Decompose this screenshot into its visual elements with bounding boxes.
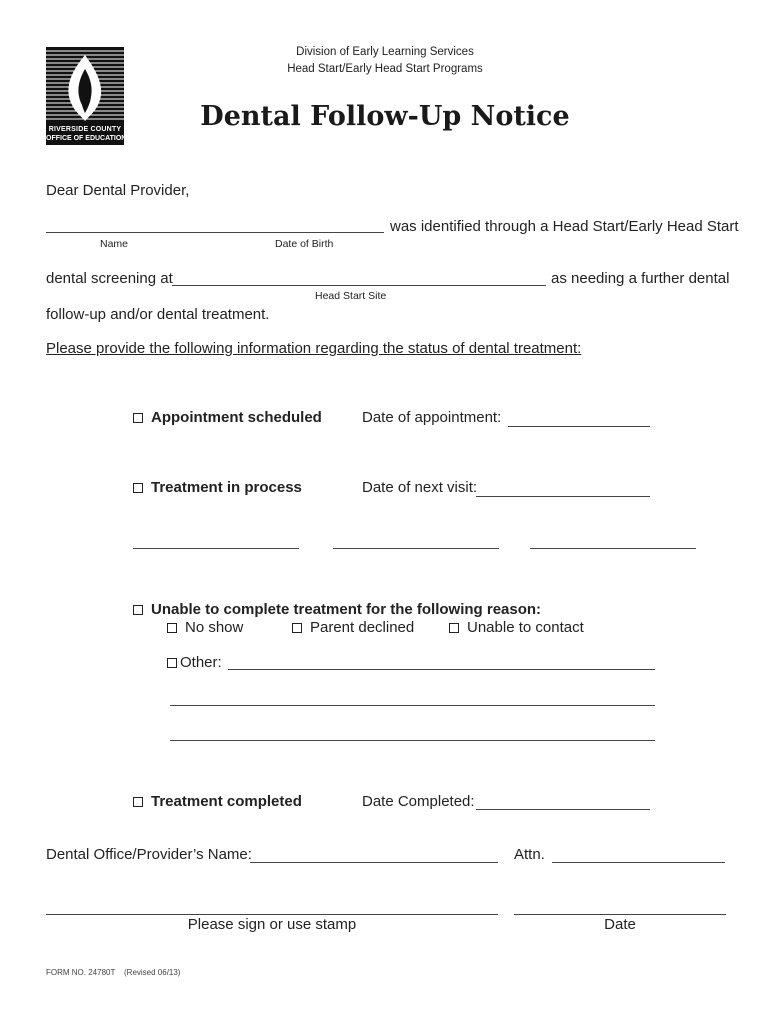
screening-prefix: dental screening at — [46, 270, 173, 287]
child-name-dob-field[interactable] — [46, 232, 384, 233]
other-reason-field-2[interactable] — [170, 705, 655, 706]
provider-name-field[interactable] — [250, 862, 498, 863]
completed-date-label: Date Completed: — [362, 793, 475, 810]
parent-declined-checkbox[interactable] — [292, 623, 302, 633]
followup-text: follow-up and/or dental treatment. — [46, 306, 270, 323]
page-title: Dental Follow-Up Notice — [200, 101, 570, 132]
head-start-site-field[interactable] — [172, 285, 546, 286]
signature-date-field[interactable] — [514, 914, 726, 915]
attn-field[interactable] — [552, 862, 725, 863]
programs-text: Head Start/Early Head Start Programs — [287, 63, 483, 75]
signature-label: Please sign or use stamp — [187, 916, 357, 933]
unable-to-contact-checkbox[interactable] — [449, 623, 459, 633]
unable-checkbox[interactable] — [133, 605, 143, 615]
completed-date-field[interactable] — [476, 809, 650, 810]
appointment-date-field[interactable] — [508, 426, 650, 427]
instruction-text: Please provide the following information regarding the status of dental treatment: — [46, 340, 582, 357]
appointment-label: Appointment scheduled — [151, 409, 322, 426]
blank-field-2[interactable] — [333, 548, 499, 549]
next-visit-label: Date of next visit: — [362, 479, 478, 496]
no-show-checkbox[interactable] — [167, 623, 177, 633]
appointment-checkbox[interactable] — [133, 413, 143, 423]
parent-declined-label: Parent declined — [310, 619, 415, 636]
completed-label: Treatment completed — [151, 793, 302, 810]
appointment-date-label: Date of appointment: — [362, 409, 502, 426]
reason-parent-declined[interactable] — [292, 619, 414, 636]
unable-label: Unable to complete treatment for the following reason: — [151, 601, 542, 618]
appointment-scheduled-option[interactable] — [133, 409, 322, 426]
next-visit-date-field[interactable] — [476, 496, 650, 497]
other-checkbox[interactable] — [167, 658, 177, 668]
completed-checkbox[interactable] — [133, 797, 143, 807]
treatment-in-process-option[interactable] — [133, 479, 302, 496]
other-label: Other: — [180, 654, 222, 671]
logo-text-line2: OFFICE OF EDUCATION — [46, 135, 127, 142]
site-label: Head Start Site — [315, 290, 387, 302]
no-show-label: No show — [185, 619, 244, 636]
name-label: Name — [100, 238, 129, 250]
reason-other[interactable] — [167, 654, 222, 671]
reason-unable-to-contact[interactable] — [449, 619, 584, 636]
greeting: Dear Dental Provider, — [46, 182, 190, 199]
revised-date: (Revised 06/13) — [124, 968, 181, 977]
reason-no-show[interactable] — [167, 619, 243, 636]
provider-name-label: Dental Office/Provider’s Name: — [46, 846, 252, 863]
signature-field[interactable] — [46, 914, 498, 915]
other-reason-field-3[interactable] — [170, 740, 655, 741]
in-process-label: Treatment in process — [151, 479, 302, 496]
blank-field-3[interactable] — [530, 548, 696, 549]
other-reason-field-1[interactable] — [228, 669, 655, 670]
in-process-checkbox[interactable] — [133, 483, 143, 493]
identified-text: was identified through a Head Start/Early Head Start — [390, 218, 739, 235]
dob-label: Date of Birth — [275, 238, 334, 250]
unable-to-contact-label: Unable to contact — [467, 619, 584, 636]
signature-date-label: Date — [604, 916, 636, 933]
treatment-completed-option[interactable] — [133, 793, 302, 810]
rcoe-logo — [46, 47, 127, 145]
unable-option[interactable] — [133, 601, 541, 618]
blank-field-1[interactable] — [133, 548, 299, 549]
screening-suffix: as needing a further dental — [551, 270, 730, 287]
attn-label: Attn. — [514, 846, 545, 863]
logo-text-line1: RIVERSIDE COUNTY — [48, 126, 122, 133]
form-number: FORM NO. 24780T — [46, 968, 116, 977]
division-text: Division of Early Learning Services — [296, 46, 474, 58]
